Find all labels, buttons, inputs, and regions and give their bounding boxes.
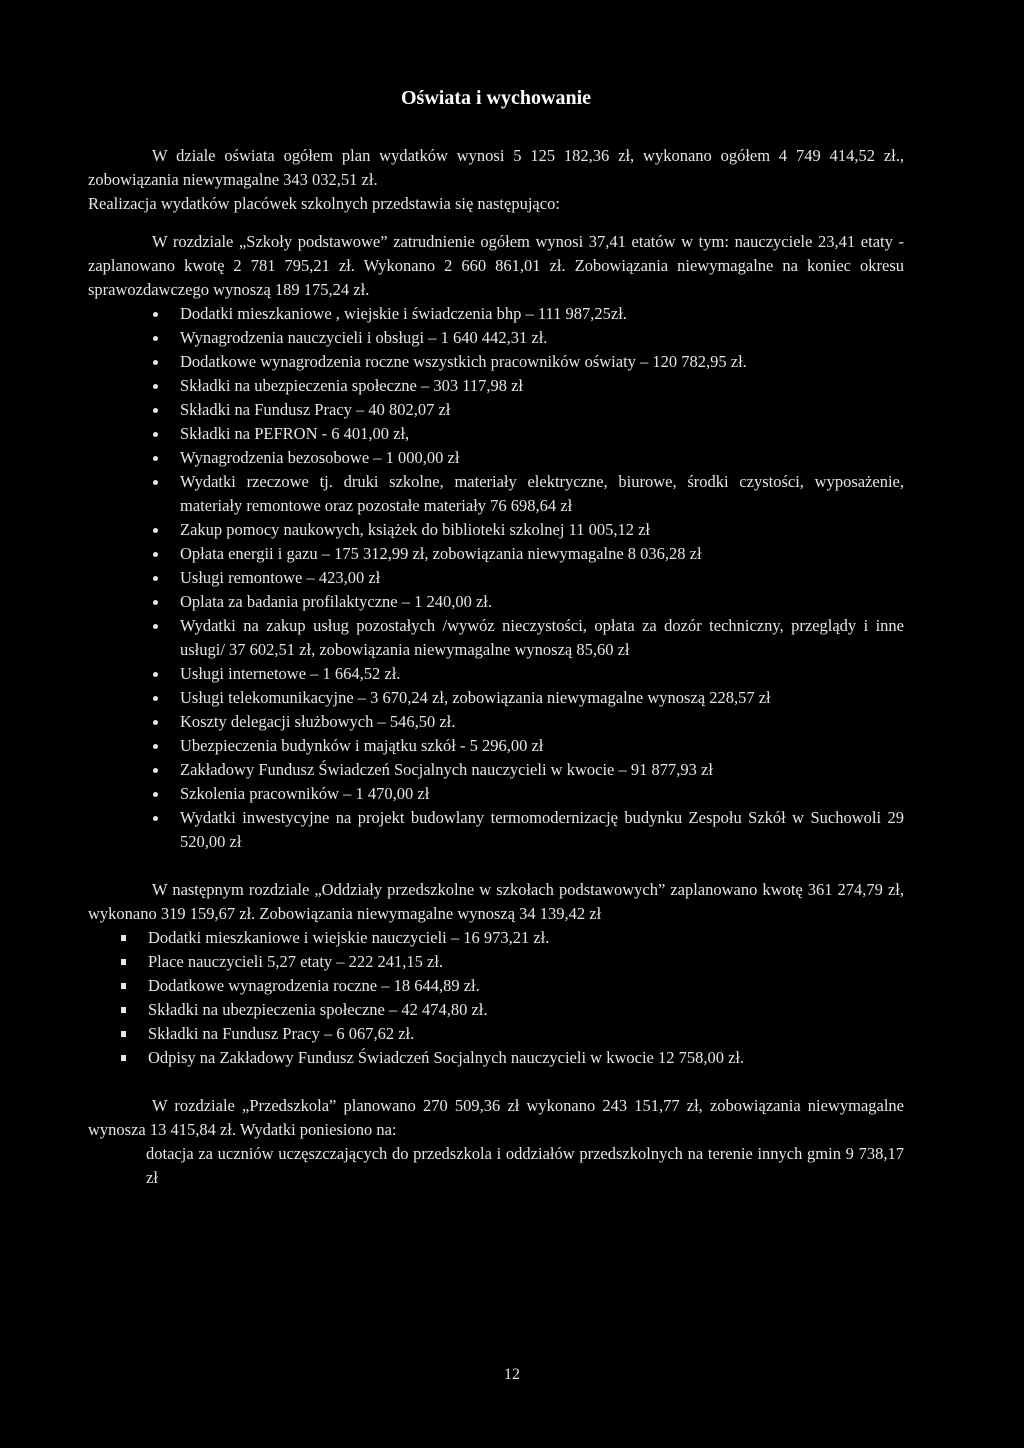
bullet-dot-icon [153,408,158,413]
list-item: Opłata energii i gazu – 175 312,99 zł, zobowiązania niewymagalne 8 036,28 zł [88,542,904,566]
bullet-square-icon [121,1031,126,1037]
bullet-dot-icon [153,576,158,581]
list-item: Zakup pomocy naukowych, książek do biblioteki szkolnej 11 005,12 zł [88,518,904,542]
bullet-dot-icon [153,432,158,437]
list-item: Wydatki rzeczowe tj. druki szkolne, materiały elektryczne, biurowe, środki czystości, wyposażenie, materiały remontowe oraz pozostałe materiały 76 698,64 zł [88,470,904,518]
list-item: Wynagrodzenia nauczycieli i obsługi – 1 640 442,31 zł. [88,326,904,350]
bullet-dot-icon [153,816,158,821]
spacer [88,854,904,878]
list-item: Odpisy na Zakładowy Fundusz Świadczeń Socjalnych nauczycieli w kwocie 12 758,00 zł. [88,1046,904,1070]
bullet-square-icon [121,983,126,989]
section-preschool-units-list [88,926,904,1070]
bullet-dot-icon [153,528,158,533]
list-item: Składki na ubezpieczenia społeczne – 303 117,98 zł [88,374,904,398]
intro-lead: Realizacja wydatków placówek szkolnych przedstawia się następująco: [88,194,560,213]
document-page [88,84,904,1190]
section-schools-paragraph: W rozdziale „Szkoły podstawowe” zatrudnienie ogółem wynosi 37,41 etatów w tym: nauczyciele 23,41 etaty - zaplanowano kwotę 2 781 795,21 zł. Wykonano 2 660 861,01 zł. Zobowiązania niewymagalne na koniec okresu sprawozdawczego wynoszą 189 175,24 zł. [88,232,904,299]
list-item: Składki na Fundusz Pracy – 40 802,07 zł [88,398,904,422]
list-item: Ubezpieczenia budynków i majątku szkół - 5 296,00 zł [88,734,904,758]
bullet-dot-icon [153,456,158,461]
list-item: Usługi internetowe – 1 664,52 zł. [88,662,904,686]
bullet-dot-icon [153,672,158,677]
page-title: Oświata i wychowanie [401,87,591,109]
bullet-dot-icon [153,744,158,749]
bullet-dot-icon [153,360,158,365]
bullet-square-icon [121,935,126,941]
list-item: Dodatkowe wynagrodzenia roczne wszystkich pracowników oświaty – 120 782,95 zł. [88,350,904,374]
bullet-dot-icon [153,552,158,557]
list-item: Dodatki mieszkaniowe i wiejskie nauczycieli – 16 973,21 zł. [88,926,904,950]
section-preschools-item: dotacja za uczniów uczęszczających do przedszkola i oddziałów przedszkolnych na terenie innych gmin 9 738,17 zł [146,1144,904,1187]
bullet-square-icon [121,1007,126,1013]
bullet-dot-icon [153,384,158,389]
bullet-dot-icon [153,624,158,629]
bullet-dot-icon [153,768,158,773]
list-item: Dodatkowe wynagrodzenia roczne – 18 644,89 zł. [88,974,904,998]
list-item: Usługi telekomunikacyjne – 3 670,24 zł, zobowiązania niewymagalne wynoszą 228,57 zł [88,686,904,710]
section-schools-list [88,302,904,854]
spacer [88,216,904,230]
list-item: Oplata za badania profilaktyczne – 1 240,00 zł. [88,590,904,614]
intro-paragraph: W dziale oświata ogółem plan wydatków wynosi 5 125 182,36 zł, wykonano ogółem 4 749 414,52 zł., zobowiązania niewymagalne 343 032,51 zł. [88,146,904,189]
list-item: Składki na Fundusz Pracy – 6 067,62 zł. [88,1022,904,1046]
bullet-dot-icon [153,480,158,485]
list-item: Składki na ubezpieczenia społeczne – 42 474,80 zł. [88,998,904,1022]
list-item: Place nauczycieli 5,27 etaty – 222 241,15 zł. [88,950,904,974]
list-item: Koszty delegacji służbowych – 546,50 zł. [88,710,904,734]
spacer [88,1070,904,1094]
section-preschool-units-paragraph: W następnym rozdziale „Oddziały przedszkolne w szkołach podstawowych” zaplanowano kwotę 361 274,79 zł, wykonano 319 159,67 zł. Zobowiązania niewymagalne wynoszą 34 139,42 zł [88,880,904,923]
section-preschools-paragraph: W rozdziale „Przedszkola” planowano 270 509,36 zł wykonano 243 151,77 zł, zobowiązania niewymagalne wynosza 13 415,84 zł. Wydatki poniesiono na: [88,1096,904,1139]
bullet-dot-icon [153,600,158,605]
bullet-dot-icon [153,720,158,725]
list-item: Dodatki mieszkaniowe , wiejskie i świadczenia bhp – 111 987,25zł. [88,302,904,326]
bullet-dot-icon [153,696,158,701]
bullet-dot-icon [153,336,158,341]
list-item: Wydatki na zakup usług pozostałych /wywóz nieczystości, opłata za dozór techniczny, przeglądy i inne usługi/ 37 602,51 zł, zobowiązania niewymagalne wynoszą 85,60 zł [88,614,904,662]
page-number: 12 [504,1366,520,1383]
bullet-dot-icon [153,792,158,797]
list-item: Usługi remontowe – 423,00 zł [88,566,904,590]
bullet-dot-icon [153,312,158,317]
bullet-square-icon [121,959,126,965]
list-item: Składki na PEFRON - 6 401,00 zł, [88,422,904,446]
list-item: Szkolenia pracowników – 1 470,00 zł [88,782,904,806]
bullet-square-icon [121,1055,126,1061]
list-item: Wynagrodzenia bezosobowe – 1 000,00 zł [88,446,904,470]
list-item: Wydatki inwestycyjne na projekt budowlany termomodernizację budynku Zespołu Szkół w Suchowoli 29 520,00 zł [88,806,904,854]
list-item: Zakładowy Fundusz Świadczeń Socjalnych nauczycieli w kwocie – 91 877,93 zł [88,758,904,782]
